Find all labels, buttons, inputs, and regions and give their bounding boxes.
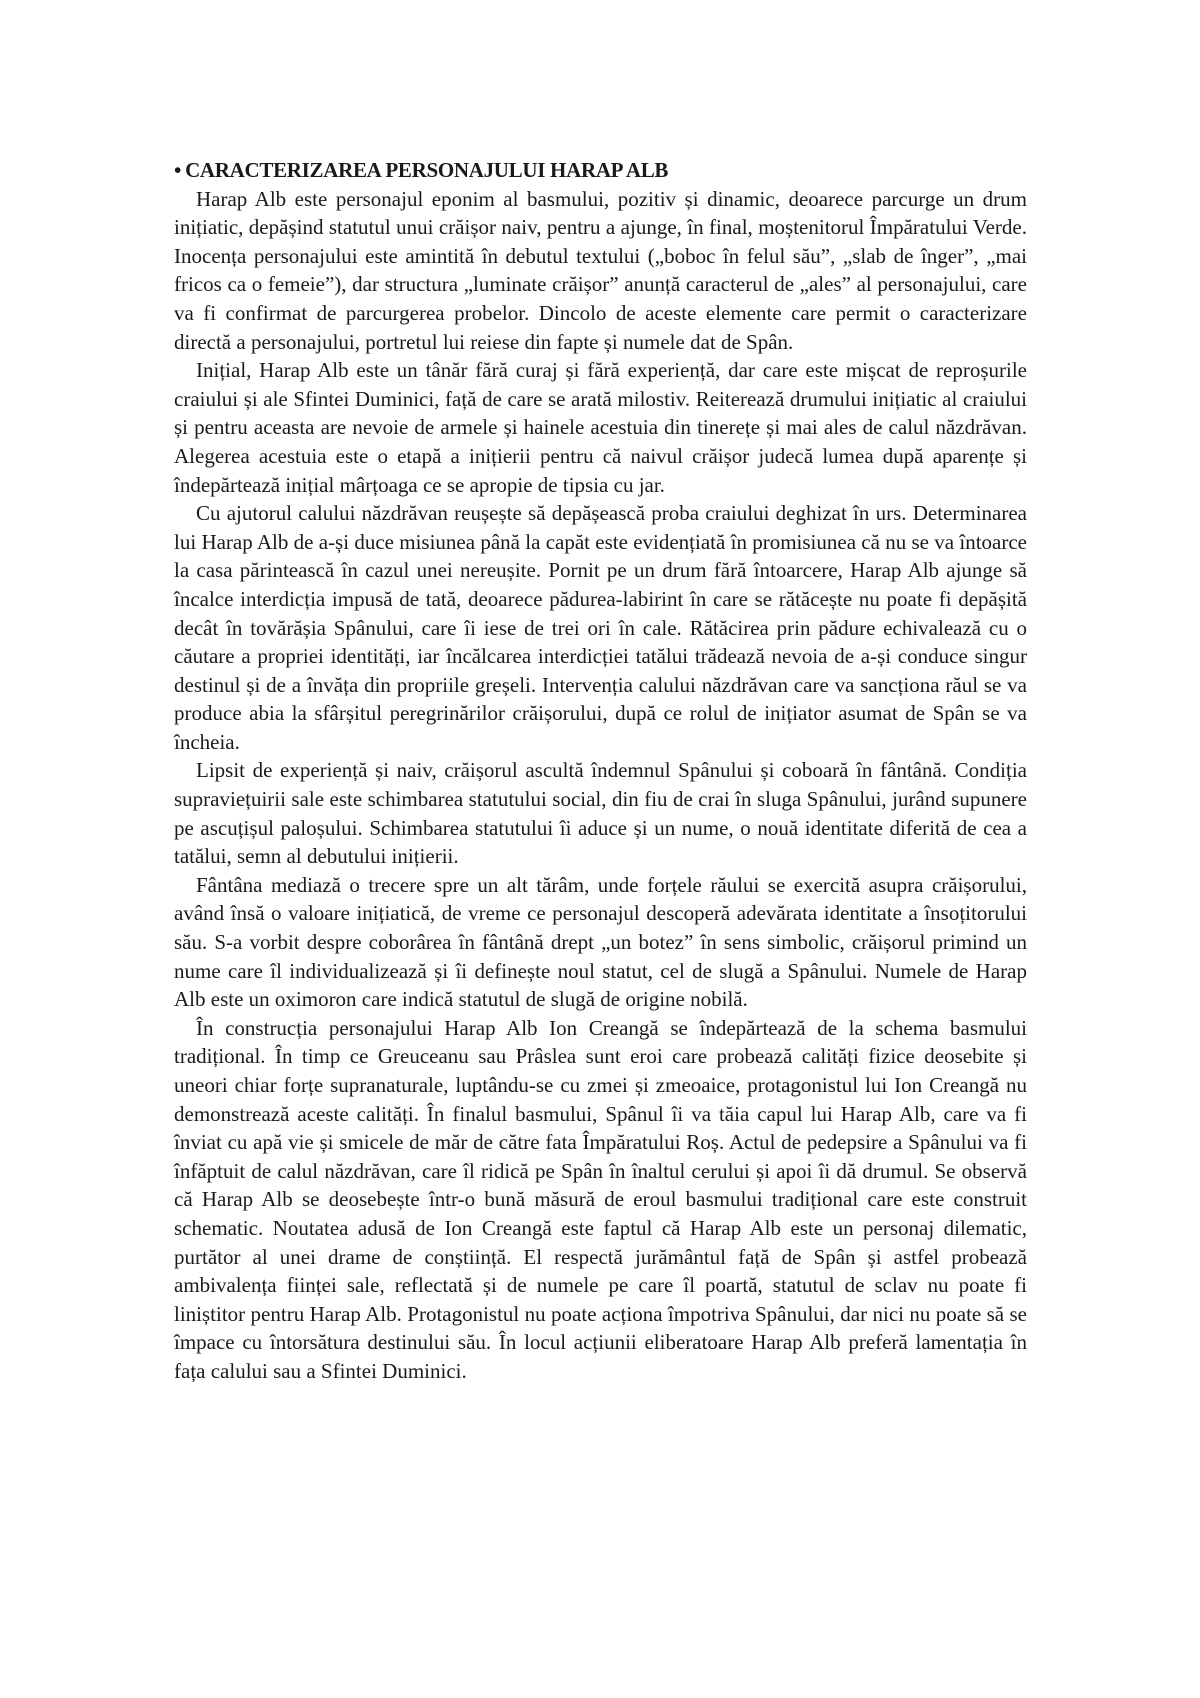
- paragraph-4: Lipsit de experiență și naiv, crăișorul ascultă îndemnul Spânului și coboară în fântână. Condiția supraviețuirii sale este schimbarea statutului social, din fiu de crai în sluga Spânului, jurând supunere pe ascuțișul paloșului. Schimbarea statutului îi aduce și un nume, o nouă identitate diferită de cea a tatălui, semn al debutului inițierii.: [174, 758, 1027, 869]
- paragraph-3: Cu ajutorul calului năzdrăvan reușește să depășească proba craiului deghizat în urs. Determinarea lui Harap Alb de a-și duce misiunea până la capăt este evidențiată în promisiunea că nu se va întoarce la casa părintească în cazul unei nereușite. Pornit pe un drum fără întoarcere, Harap Alb ajunge să încalce interdicția impusă de tată, deoarece pădurea-labirint în care se rătăcește nu poate fi depășită decât în tovărășia Spânului, care îi iese de trei ori în cale. Rătăcirea prin pădure echivalează cu o căutare a propriei identități, iar încălcarea interdicției tatălui trădează nevoia de a-și conduce singur destinul și de a învăța din propriile greșeli. Intervenția calului năzdrăvan care va sancționa răul se va produce abia la sfârșitul peregrinărilor crăișorului, după ce rolul de inițiator asumat de Spân se va încheia.: [174, 501, 1027, 754]
- paragraph-1: Harap Alb este personajul eponim al basmului, pozitiv și dinamic, deoarece parcurge un drum inițiatic, depășind statutul unui crăișor naiv, pentru a ajunge, în final, moștenitorul Împăratului Verde. Inocența personajului este amintită în debutul textului („boboc în felul său”, „slab de înger”, „mai fricos ca o femeie”), dar structura „luminate crăișor” anunță caracterul de „ales” al personajului, care va fi confirmat de parcurgerea probelor. Dincolo de aceste elemente care permit o caracterizare directă a personajului, portretul lui reiese din fapte și numele dat de Spân.: [174, 186, 1027, 354]
- document-heading: [174, 156, 1027, 185]
- document-body: [174, 156, 1027, 1386]
- paragraph-5: Fântâna mediază o trecere spre un alt tărâm, unde forțele răului se exercită asupra crăișorului, având însă o valoare inițiatică, de vreme ce personajul descoperă adevărata identitate a însoțitorului său. S-a vorbit despre coborârea în fântână drept „un botez” în sens simbolic, crăișorul primind un nume care îl individualizează și îi definește noul statut, cel de slugă a Spânului. Numele de Harap Alb este un oximoron care indică statutul de slugă de origine nobilă.: [174, 872, 1027, 1012]
- paragraph-6: În construcția personajului Harap Alb Ion Creangă se îndepărtează de la schema basmului tradițional. În timp ce Greuceanu sau Prâslea sunt eroi care probează calități fizice deosebite și uneori chiar forțe supranaturale, luptându-se cu zmei și zmeoaice, protagonistul lui Ion Creangă nu demonstrează aceste calități. În finalul basmului, Spânul îi va tăia capul lui Harap Alb, care va fi înviat cu apă vie și smicele de măr de către fata Împăratului Roș. Actul de pedepsire a Spânului va fi înfăptuit de calul năzdrăvan, care îl ridică pe Spân în înaltul cerului și apoi îi dă drumul. Se observă că Harap Alb se deosebește într-o bună măsură de eroul basmului tradițional care este construit schematic. Noutatea adusă de Ion Creangă este faptul că Harap Alb este un personaj dilematic, purtător al unei drame de conștiință. El respectă jurământul față de Spân și astfel probează ambivalența ființei sale, reflectată și de numele pe care îl poartă, statutul de sclav nu poate fi liniștitor pentru Harap Alb. Protagonistul nu poate acționa împotriva Spânului, dar nici nu poate să se împace cu întorsătura destinului său. În locul acțiunii eliberatoare Harap Alb preferă lamentația în fața calului sau a Sfintei Duminici.: [174, 1015, 1027, 1383]
- heading-text: CARACTERIZAREA PERSONAJULUI HARAP ALB: [185, 158, 669, 182]
- paragraph-2: Inițial, Harap Alb este un tânăr fără curaj și fără experiență, dar care este mișcat de reproșurile craiului și ale Sfintei Duminici, față de care se arată milostiv. Reiterează drumului inițiatic al craiului și pentru aceasta are nevoie de armele și hainele acestuia din tinerețe și mai ales de calul năzdrăvan. Alegerea acestuia este o etapă a inițierii pentru că naivul crăișor judecă lumea după aparențe și îndepărtează inițial mârțoaga ce se apropie de tipsia cu jar.: [174, 358, 1027, 497]
- heading-bullet: •: [174, 158, 182, 182]
